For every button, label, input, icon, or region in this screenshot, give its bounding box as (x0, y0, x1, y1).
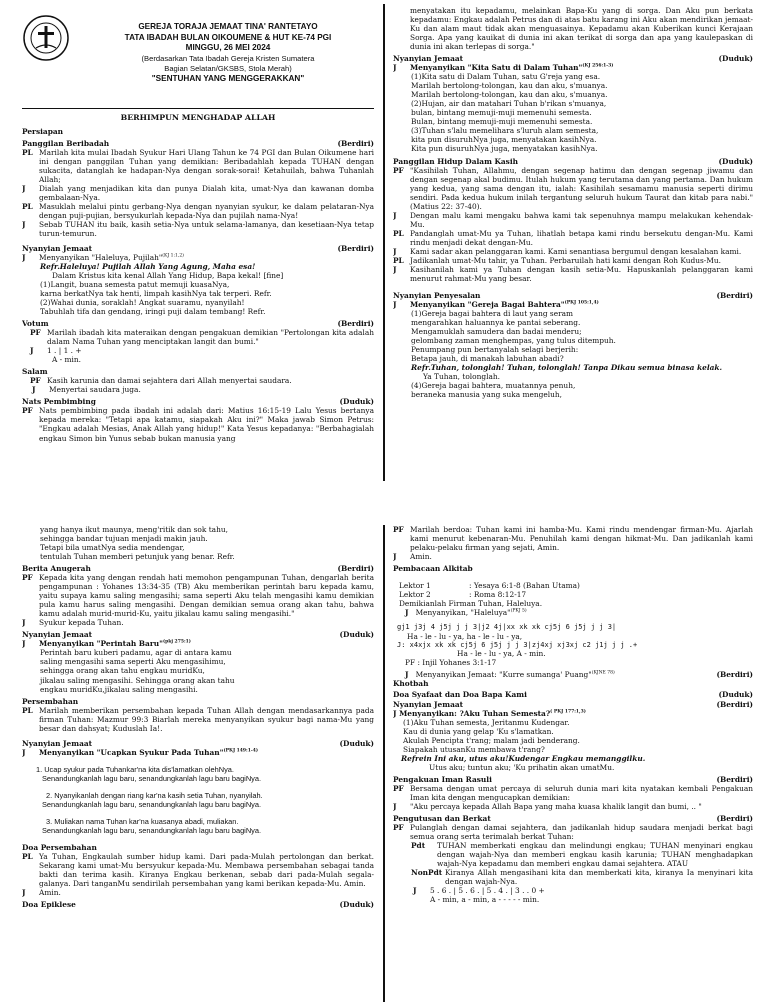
lyric-line: (1)Gereja bagai bahtera di laut yang seram (411, 309, 574, 318)
speaker-label: J (413, 886, 417, 896)
lyric-line: Betapa jauh, di manakah labuhan abadi? (411, 354, 564, 364)
heading-text: Nyanyian Jemaat (22, 630, 93, 640)
heading-text: Nyanyian Jemaat (393, 54, 464, 64)
posture-label: (Berdiri) (337, 243, 374, 253)
heading-text: Nyanyian Jemaat (22, 243, 93, 253)
song-reference: (KJ 256:1-3) (582, 63, 614, 69)
posture-label: (Berdiri) (716, 290, 753, 300)
liturgy-line (393, 868, 753, 886)
liturgy-text: Kiranya Allah mengasihani kita dan memberkati kita, kiranya Ia menyinari kita dengan wajah-Nya. (445, 868, 753, 887)
song-reference: (PKJ 5) (510, 608, 527, 614)
pengutusan-heading (393, 814, 753, 823)
liturgy-line (393, 802, 753, 811)
pengakuan-iman-heading (393, 775, 753, 784)
speaker-label: J (22, 618, 26, 628)
liturgy-line (393, 166, 753, 211)
music-notation: 1 . | 1 . + (47, 346, 82, 356)
speaker-label: J (405, 670, 409, 680)
lyric-line: sehingga bandar tujuan menjadi makin jauh. (40, 534, 208, 544)
speaker-label: J (22, 219, 26, 229)
lyric-line: Bulan, bintang memuji-muji memenuhi semesta. (411, 117, 593, 127)
berita-anugerah-heading (22, 564, 374, 573)
lyric-line: Siapakah utusanKu membawa t'rang? (403, 744, 545, 754)
speaker-label: J (22, 183, 26, 193)
speaker-label: J (30, 346, 34, 356)
speaker-label: PF (393, 165, 404, 175)
speaker-label: PL (22, 851, 33, 861)
persembahan-heading (22, 697, 374, 706)
nyanyian-jemaat-heading (393, 54, 753, 63)
liturgy-text: Marilah ibadah kita materaikan dengan pengakuan demikian "Pertolongan kita adalah dalam Nama Tuhan yang menciptakan langit dan bumi." (47, 328, 374, 347)
document-header (82, 22, 374, 84)
heading-text: Panggilan Hidup Dalam Kasih (393, 156, 519, 166)
heading-text: Pengutusan dan Berkat (393, 813, 491, 823)
heading-text: Panggilan Beribadah (22, 138, 110, 148)
song-reference: ( PKJ 177:1,3) (550, 709, 586, 715)
posture-label: (Duduk) (718, 54, 753, 64)
lyric-line: 2. Nyanyikanlah dengan riang kar'na kasih setia Tuhan, nyanyilah. (46, 790, 263, 800)
lektor-label: Lektor 1 (399, 581, 431, 591)
lyric-line: (3)Tuhan s'lalu memelihara s'luruh alam semesta, (411, 126, 599, 136)
lyric-line: beraneka manusia yang suka mengeluh, (411, 390, 562, 400)
gospel-reading: PF : Injil Yohanes 3:1-17 (405, 658, 497, 668)
posture-label: (Berdiri) (716, 813, 753, 823)
song-reference: (KJNE 78) (591, 670, 615, 676)
liturgy-text: Amin. (39, 888, 61, 898)
liturgy-line (393, 525, 753, 552)
lyric-line: 1. Ucap syukur pada Tuhankar'na kita dis'lamatkan olehNya. (36, 764, 234, 774)
liturgy-line (393, 552, 753, 561)
speaker-label: PF (393, 783, 404, 793)
heading-text: Doa Persembahan (22, 842, 97, 852)
sheet-bottom (0, 521, 768, 1006)
lyrics-block (393, 309, 753, 363)
lyric-line: (1)Langit, buana semesta patut memuji kuasaNya, (40, 280, 230, 289)
song-line (22, 748, 374, 757)
speaker-label: J (22, 639, 26, 649)
speaker-label: J (32, 385, 36, 395)
speaker-label: PL (393, 228, 404, 238)
liturgy-text: Marilah memberikan persembahan kepada Tuhan Allah dengan mendasarkannya pada firman Tuhan: Mazmur 99:3 Biarlah mereka menyanyikan syukur bagi nama-Mu yang besar dan dahsyat; Kuduslah Ia!. (39, 705, 374, 733)
liturgy-text: Marilah kita mulai Ibadah Syukur Hari Ulang Tahun ke 74 PGI dan Bulan Oikumene hari ini dengan panggilan Tuhan yang demikian: Beribadahlah kepada TUHAN dengan sukacita, datanglah ke hadapan-Nya dengan sorak-sorai! Ketahuilah, bahwa Tuhanlah Allah; (39, 147, 374, 184)
column-divider (383, 525, 385, 1002)
heading-text: Salam (22, 367, 48, 377)
posture-label: (Berdiri) (337, 138, 374, 148)
posture-label: (Berdiri) (337, 319, 374, 329)
lyric-line: Utus aku; tuntun aku; 'Ku prihatin akan umatMu. (429, 762, 615, 772)
song-title: Menyanyikan "Gereja Bagai Bahtera" (410, 299, 565, 309)
lyric-line: Ya Tuhan, tolonglah. (423, 372, 500, 382)
speaker-label: J (393, 210, 397, 220)
posture-label: (Berdiri) (716, 699, 753, 709)
sheet1-column-right (393, 6, 753, 484)
liturgy-line (22, 852, 374, 888)
liturgy-text: Bersama dengan umat percaya di seluruh dunia mari kita nyatakan kembali Pengakuan Iman kita dengan mengucapkan demikian: (410, 783, 753, 802)
lektor-reading: : Roma 8:12-17 (469, 590, 527, 600)
sheet1-column-left (22, 105, 374, 485)
lyric-line: Tabuhlah tifa dan gendang, iringi puji dalam tembang! Refr. (40, 307, 266, 317)
lyric-line: karna berkatNya tak henti, limpah kasihNya tak terperi. Refr. (40, 289, 272, 299)
song-title: Menyanyikan "Haleluya, Pujilah" (39, 252, 163, 262)
liturgy-line (22, 376, 374, 385)
sheet-top (0, 0, 768, 485)
speaker-label: PF (22, 573, 33, 583)
sheet2-column-left (22, 525, 374, 1005)
lyric-line: Dalam Kristus kita kenal Allah Yang Hidup, Bapa kekal! [fine] (52, 270, 284, 280)
posture-label: (Berdiri) (716, 774, 753, 784)
lektor-block (393, 581, 753, 617)
liturgy-line (393, 841, 753, 868)
lyric-line: Tetapi bila umatNya sedia mendengar, (40, 543, 185, 553)
song-title: Menyanyikan "Ucapkan Syukur Pada Tuhan" (39, 747, 224, 757)
lyric-line: (1)Aku Tuhan semesta, Jeritanmu Kudengar. (403, 717, 570, 727)
liturgy-line (22, 346, 374, 355)
liturgy-text: TUHAN memberkati engkau dan melindungi engkau; TUHAN menyinari engkau dengan wajah-Nya dan memberi engkau kasih karunia; TUHAN menghadapkan wajah-Nya kepadamu dan memberi engkau damai sejahtera. ATAU (437, 841, 753, 869)
liturgy-line (22, 202, 374, 220)
lektor-label: Lektor 2 (399, 590, 431, 600)
song-reference: (PKJ 149:1-4) (223, 748, 258, 754)
song-reference: (KJ 1:1,2) (162, 253, 184, 259)
lyric-line: gelombang zaman menghempas, yang tulus ditempuh. (411, 336, 616, 346)
song-line (22, 639, 374, 648)
votum-heading (22, 319, 374, 328)
liturgy-text: Ya Tuhan, Engkaulah sumber hidup kami. Dari pada-Mulah pertolongan dan berkat. Sekarang kami umat-Mu bersyukur kepada-Mu. Membawa persembahan sebagai tanda bakti dan terima kasih. Kiranya Engkau berkenan, sebab dari pada-Mulah segala-galanya. Dari tanganMu sendirilah persembahan yang kami berikan kepada-Mu. Amin. (39, 851, 374, 889)
liturgy-text: Amin. (410, 552, 432, 562)
music-notation: J: x4xjx xk xk cj5j 6 j5j j j 3|zj4xj xj3xj c2 j1j j j .+ (397, 640, 638, 649)
speaker-label: J (393, 801, 397, 811)
song-line (393, 300, 753, 309)
speaker-label: J (393, 552, 397, 562)
song-reference: (pkj 275:1) (162, 639, 191, 645)
nyanyian-jemaat-heading (22, 244, 374, 253)
doa-syafaat-heading (393, 690, 753, 699)
speaker-label: PF (393, 822, 404, 832)
music-lyric: A - min. (52, 355, 82, 365)
lyric-line: Marilah bertolong-tolongan, kau dan aku, s'muanya. (411, 90, 608, 100)
liturgy-line (393, 823, 753, 841)
speaker-label: J (393, 264, 397, 274)
lyric-line: Refr.Haleluya! Pujilah Allah Yang Agung, Maha esa! (40, 261, 256, 271)
music-lyric: Ha - le - lu - ya, A - min. (457, 649, 546, 659)
liturgy-line (393, 256, 753, 265)
doa-epiklese-heading (22, 900, 374, 909)
nyanyian-penyesalan-heading (393, 291, 753, 300)
column-divider (383, 4, 385, 481)
lyric-line: Penumpang pun bertanyalah selagi berjerih: (411, 345, 579, 355)
speaker-label: NonPdt (411, 868, 443, 878)
liturgy-line (22, 618, 374, 627)
song-verse (36, 817, 374, 835)
lyric-refrain: Refrein Ini aku, utus aku!Kudengar Engkau memanggilku. (401, 753, 646, 763)
document-source-2: Bagian Selatan/GKSBS, Stola Merah) (164, 63, 292, 73)
liturgy-line (22, 888, 374, 897)
church-logo-icon (22, 14, 70, 62)
liturgy-text: menyatakan itu kepadamu, melainkan Bapa-Ku yang di sorga. Dan Aku pun berkata kepadamu: Engkau adalah Petrus dan di atas batu karang ini Aku akan mendirikan jemaat-Ku dan alam maut tidak akan menguasainya. Kepadamu akan Kuberikan kunci Kerajaan Sorga. Apa yang kauikat di dunia ini akan terikat di sorga dan apa yang kaulepaskan di dunia ini akan terlepas di sorga." (410, 6, 753, 52)
nats-pembimbing-heading (22, 397, 374, 406)
heading-text: Berita Anugerah (22, 564, 91, 574)
speaker-label: J (405, 608, 409, 618)
song-title: J Menyanyikan: ?Aku Tuhan Semesta? (393, 708, 551, 718)
page-gap (0, 485, 768, 521)
song-title: Menyanyikan, "Haleluya" (415, 608, 511, 618)
posture-label: (Duduk) (339, 630, 374, 640)
speaker-label: PF (30, 376, 41, 386)
lyric-line: 3. Muliakan nama Tuhan kar'na kuasanya abadi, muliakan. (46, 816, 239, 826)
lyric-line: Akulah Pencipta t'rang; malam jadi benderang. (403, 735, 580, 745)
song-reference: (PKJ 105:1,4) (564, 300, 599, 306)
persiapan-heading: Persiapan (22, 126, 64, 136)
heading-text: Pembacaan Alkitab (393, 564, 473, 574)
liturgy-text: Sebab TUHAN itu baik, kasih setia-Nya untuk selama-lamanya, dan kesetiaan-Nya tetap turun-temurun. (39, 219, 374, 238)
liturgy-line (393, 211, 753, 229)
speaker-label: PF (22, 406, 33, 416)
liturgy-line (393, 265, 753, 283)
document-theme: "SENTUHAN YANG MENGGERAKKAN" (151, 73, 305, 83)
church-name: GEREJA TORAJA JEMAAT TINA' RANTETAYO (138, 22, 318, 31)
doa-persembahan-heading (22, 843, 374, 852)
heading-text: Nats Pembimbing (22, 397, 96, 407)
liturgy-line (393, 886, 753, 895)
lyric-line: Perintah baru kuberi padamu, agar di antara kamu (40, 648, 232, 658)
lyric-line: kita pun disuruhNya juga, menyatakan kasihNya. (411, 135, 597, 145)
song-title: Menyanyikan Jemaat: "Kurre sumanga' Puang" (415, 670, 592, 680)
speaker-label: J (22, 747, 26, 757)
liturgy-text: Dialah yang menjadikan kita dan punya Dialah kita, umat-Nya dan kawanan domba gembalaan-Nya. (39, 183, 374, 202)
speaker-label: J (22, 252, 26, 262)
lyrics-block (22, 525, 374, 561)
nyanyian-jemaat-heading (22, 739, 374, 748)
nyanyian-jemaat-heading (393, 700, 753, 709)
speaker-label: PL (22, 705, 33, 715)
liturgy-text: Syukur kepada Tuhan. (39, 618, 124, 628)
liturgy-text: Kasih karunia dan damai sejahtera dari Allah menyertai saudara. (47, 376, 292, 386)
lyric-line: Senandungkanlah lagu baru, senandungkanlah lagu baru bagiNya. (42, 773, 262, 783)
liturgy-text: Jadikanlah umat-Mu tahir, ya Tuhan. Perbaruilah hati kami dengan Roh Kudus-Mu. (410, 255, 721, 265)
lyric-line: bulan, bintang memuji-muji memenuhi semesta. (411, 108, 592, 118)
speaker-label: PF (393, 525, 404, 534)
heading-text: Doa Epiklese (22, 900, 76, 910)
lyric-line: Mengamuklah samudera dan badai menderu; (411, 327, 582, 337)
posture-label: (Berdiri) (716, 670, 753, 680)
song-title: Menyanyikan "Kita Satu di Dalam Tuhan" (410, 63, 583, 73)
song-title: Menyanyikan "Perintah Baru" (39, 639, 163, 649)
liturgy-text: Pulanglah dengan damai sejahtera, dan jadikanlah hidup saudara menjadi berkat bagi semua orang serta terimalah berkat Tuhan: (410, 822, 753, 841)
liturgy-line (22, 220, 374, 238)
lyric-line: (1)Kita satu di Dalam Tuhan, satu G'reja yang esa. (411, 72, 601, 82)
liturgy-text: Kami sadar akan pelanggaran kami. Kami senantiasa bergumul dengan kesalahan kami. (410, 246, 742, 256)
posture-label: (Duduk) (339, 738, 374, 748)
lektor-reading: : Yesaya 6:1-8 (Bahan Utama) (469, 581, 580, 591)
liturgy-text: Kepada kita yang dengan rendah hati memohon pengampunan Tuhan, dengarlah berita pengampunan : Yohanes 13:34-35 (TB) Aku memberikan perintah baru kepada kamu, yaitu supaya kamu saling mengasihi; sama seperti Aku telah mengasihi kamu demikian pula kamu harus saling mengasihi. Dengan demikian semua orang akan tahu, bahwa kamu adalah murid-murid-Ku, yaitu jikalau kamu saling mengasihi." (39, 573, 374, 619)
speaker-label: Pdt (411, 841, 426, 850)
music-notation-block (393, 623, 753, 658)
liturgy-text: Pandanglah umat-Mu ya Tuhan, lihatlah betapa kami rindu bersekutu dengan-Mu. Kami rindu menjadi dekat dengan-Mu. (410, 228, 753, 247)
lyrics-block (22, 648, 374, 693)
lektor-closing: Demikianlah Firman Tuhan, Haleluya. (399, 599, 543, 609)
pembacaan-alkitab-heading (393, 564, 753, 573)
lyric-line: engkau muridKu,jikalau saling mengasihi. (40, 684, 198, 694)
lyric-line: (4)Gereja bagai bahtera, muatannya penuh, (411, 381, 576, 391)
speaker-label: PL (22, 201, 33, 211)
lyric-refrain: Refr.Tuhan, tolonglah! Tuhan, tolonglah! Tanpa Dikau semua binasa kelak. (411, 363, 723, 373)
document-title: TATA IBADAH BULAN OIKOUMENE & HUT KE-74 PGI (124, 32, 332, 42)
heading-text: Persembahan (22, 696, 79, 706)
posture-label: (Duduk) (339, 900, 374, 910)
heading-text: Nyanyian Penyesalan (393, 290, 481, 300)
music-notation: gj1 j3j 4 j5j j j 3|j2 4j|xx xk xk cj5j 6 j5j j j 3| (397, 623, 617, 632)
salam-heading (22, 367, 374, 376)
panggilan-beribadah-heading (22, 139, 374, 148)
speaker-label: PL (393, 255, 404, 265)
lyric-line: tentulah Tuhan memberi petunjuk yang benar. Refr. (40, 552, 235, 562)
liturgy-text: Dengan malu kami mengaku bahwa kami tak sepenuhnya mampu melakukan kehendak-Mu. (410, 210, 753, 229)
lyrics-block (393, 72, 753, 153)
lyric-line: Kita pun disuruhNya juga, menyatakan kasihNya. (411, 144, 598, 154)
liturgy-text: Kasihanilah kami ya Tuhan dengan kasih setia-Mu. Hapuskanlah pelanggaran kami menurut rahmat-Mu yang besar. (410, 264, 753, 283)
lyric-line: (2)Hujan, air dan matahari Tuhan b'rikan s'muanya, (411, 99, 607, 109)
section-main-title: BERHIMPUN MENGHADAP ALLAH (120, 113, 276, 122)
sheet2-column-right (393, 525, 753, 1005)
liturgy-text: Masuklah melalui pintu gerbang-Nya dengan nyanyian syukur, ke dalam pelataran-Nya dengan puji-pujian, bersyukurlah kepada-Nya dan pujilah nama-Nya! (39, 201, 374, 220)
speaker-label: J (393, 246, 397, 256)
lyric-line: Marilah bertolong-tolongan, kau dan aku, s'muanya. (411, 81, 608, 91)
heading-text: Pengakuan Iman Rasuli (393, 774, 492, 784)
song-line (393, 63, 753, 72)
document-date: MINGGU, 26 MEI 2024 (185, 43, 271, 53)
song-verse (36, 791, 374, 809)
liturgy-text: "Kasihilah Tuhan, Allahmu, dengan segenap hatimu dan dengan segenap jiwamu dan dengan segenap akal budimu. Itulah hukum yang terutama dan yang pertama. Dan hukum yang kedua, yang sama dengan itu, ialah: Kasihilah sesamamu manusia seperti dirimu sendiri. Pada kedua hukum inilah tergantung seluruh hukum Taurat dan kitab para nabi." (Matius 22: 37-40). (410, 165, 753, 211)
lyric-line: Senandungkanlah lagu baru, senandungkanlah lagu baru bagiNya. (42, 799, 262, 809)
music-lyric: Ha - le - lu - ya, ha - le - lu - ya, (407, 631, 523, 641)
liturgy-line (22, 706, 374, 733)
liturgy-line (393, 247, 753, 256)
panggilan-hidup-heading (393, 157, 753, 166)
speaker-label: J (393, 299, 397, 309)
lyric-line: yang hanya ikut maunya, meng'ritik dan sok tahu, (40, 525, 228, 534)
speaker-label: PF (30, 328, 41, 338)
heading-text: Nyanyian Jemaat (393, 699, 464, 709)
liturgy-line (22, 406, 374, 442)
liturgy-text: Nats pembimbing pada ibadah ini adalah dari: Matius 16:15-19 Lalu Yesus bertanya kepada mereka: "Tetapi apa katamu, siapakah Aku ini?" Maka jawab Simon Petrus: "Engkau adalah Mesias, Anak Allah yang hidup!" Kata Yesus kepadanya: "Berbahagialah engkau Simon bin Yunus sebab bukan manusia yang (39, 406, 374, 443)
lyric-line: Kau di dunia yang gelap 'Ku s'lamatkan. (403, 726, 554, 736)
music-lyric: A - min, a - min, a - - - - - min. (430, 895, 540, 905)
liturgy-text: Marilah berdoa: Tuhan kami ini hamba-Mu. Kami rindu mendengar firman-Mu. Ajarlah kami menurut kebenaran-Mu. Penuhilah kami dengan hikmat-Mu. Dan jadikanlah kami pelaku-pelaku firman yang sejati, Amin. (410, 525, 753, 553)
liturgy-line (22, 184, 374, 202)
liturgy-line (22, 328, 374, 346)
liturgy-line (22, 573, 374, 618)
lyric-line: sehingga orang akan tahu engkau muridKu, (40, 666, 205, 676)
speaker-label: J (393, 63, 397, 73)
speaker-label: J (22, 888, 26, 898)
khotbah-heading: Khotbah (393, 679, 429, 689)
liturgy-text: Menyertai saudara juga. (49, 385, 141, 395)
lyric-line: jikalau saling mengasihi. Sehingga orang akan tahu (40, 675, 235, 685)
liturgy-line (393, 784, 753, 802)
liturgy-line (22, 148, 374, 184)
speaker-label: PL (22, 147, 33, 157)
lyric-line: saling mengasihi sama seperti Aku mengasihimu, (40, 657, 226, 667)
posture-label: (Duduk) (339, 397, 374, 407)
lyrics-block (393, 718, 753, 754)
song-line (22, 253, 374, 262)
lyric-line: (2)Wahai dunia, soraklah! Angkat suaramu, nyanyilah! (40, 298, 245, 308)
heading-text: Doa Syafaat dan Doa Bapa Kami (393, 689, 527, 699)
heading-text: Votum (22, 319, 49, 329)
heading-text: Nyanyian Jemaat (22, 738, 93, 748)
header-rule (22, 108, 374, 109)
song-verse (36, 765, 374, 783)
liturgy-line (393, 229, 753, 247)
posture-label: (Duduk) (718, 689, 753, 699)
document-source: (Berdasarkan Tata Ibadah Gereja Kristen Sumatera (141, 53, 315, 63)
liturgy-text: "Aku percaya kepada Allah Bapa yang maha kuasa khalik langit dan bumi, .. " (410, 801, 702, 811)
liturgy-line (22, 385, 374, 394)
posture-label: (Berdiri) (337, 564, 374, 574)
lyric-line: Senandungkanlah lagu baru, senandungkanlah lagu baru bagiNya. (42, 825, 262, 835)
lyric-line: mengarahkan haluannya ke pantai seberang. (411, 318, 581, 328)
posture-label: (Duduk) (718, 156, 753, 166)
injil-response (393, 670, 753, 679)
music-notation: 5 . 6 . | 5 . 6 . | 5 . 4 . | 3 . . 0 + (430, 886, 545, 896)
